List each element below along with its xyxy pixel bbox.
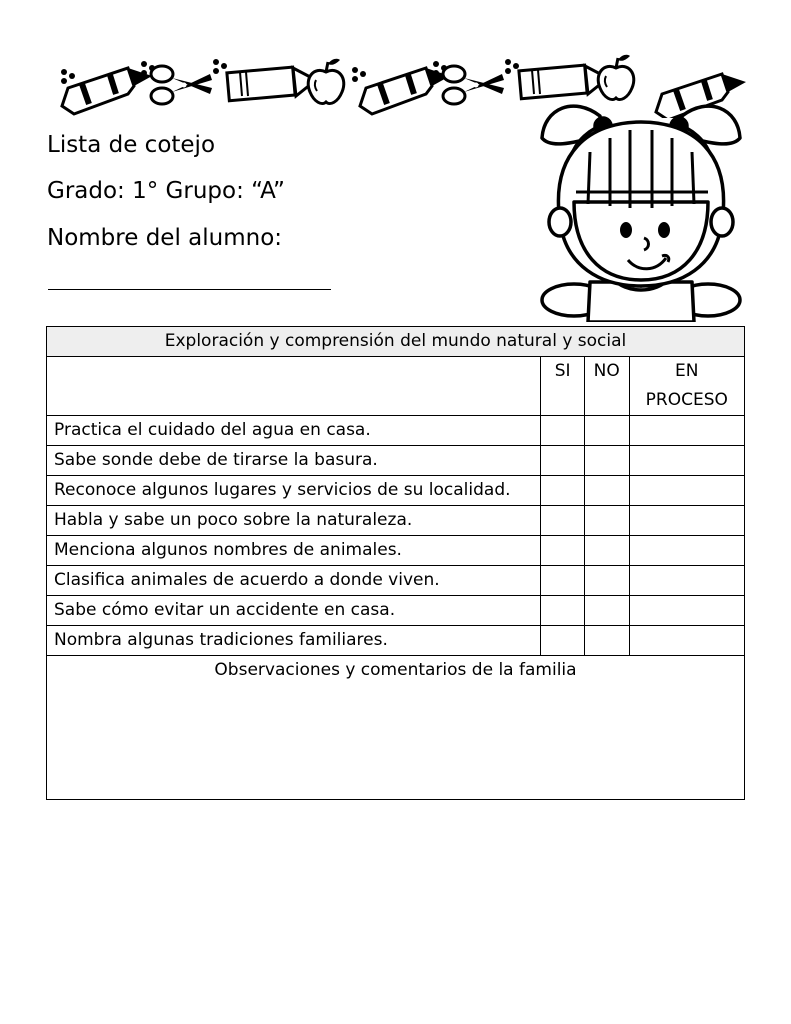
checkbox-cell-en-proceso[interactable] (629, 416, 744, 446)
criterion-label: Clasifica animales de acuerdo a donde viven. (47, 566, 541, 596)
table-row (47, 626, 745, 656)
apple-icon (308, 59, 344, 104)
criterion-label: Practica el cuidado del agua en casa. (47, 416, 541, 446)
table-row (47, 596, 745, 626)
pencil-icon (227, 67, 316, 101)
checkbox-cell-en-proceso[interactable] (629, 506, 744, 536)
checkbox-cell-no[interactable] (584, 626, 629, 656)
checkbox-cell-si[interactable] (541, 566, 585, 596)
crayon-icon (62, 68, 152, 114)
scissors-icon (443, 66, 504, 104)
table-header-row (47, 357, 745, 416)
table-row (47, 566, 745, 596)
checkbox-cell-si[interactable] (541, 536, 585, 566)
checkbox-cell-no[interactable] (584, 536, 629, 566)
checkbox-cell-no[interactable] (584, 416, 629, 446)
grade-group-line: Grado: 1° Grupo: “A” (47, 178, 285, 204)
checkbox-cell-en-proceso[interactable] (629, 476, 744, 506)
observations-box[interactable] (47, 656, 745, 800)
criterion-label: Sabe sonde debe de tirarse la basura. (47, 446, 541, 476)
checkbox-cell-en-proceso[interactable] (629, 626, 744, 656)
checklist-table (46, 326, 745, 800)
checkbox-cell-no[interactable] (584, 446, 629, 476)
column-header-en-proceso: EN PROCESO (629, 357, 744, 416)
girl-with-pigtails-icon (530, 82, 752, 322)
student-name-label: Nombre del alumno: (47, 225, 283, 251)
checkbox-cell-no[interactable] (584, 476, 629, 506)
scissors-icon (151, 66, 212, 104)
checkbox-cell-en-proceso[interactable] (629, 446, 744, 476)
table-title: Exploración y comprensión del mundo natural y social (47, 327, 745, 357)
checkbox-cell-si[interactable] (541, 506, 585, 536)
checkbox-cell-si[interactable] (541, 446, 585, 476)
table-row (47, 416, 745, 446)
table-row (47, 506, 745, 536)
column-header-no: NO (584, 357, 629, 416)
checkbox-cell-no[interactable] (584, 596, 629, 626)
criterion-label: Nombra algunas tradiciones familiares. (47, 626, 541, 656)
checkbox-cell-en-proceso[interactable] (629, 566, 744, 596)
checkbox-cell-no[interactable] (584, 506, 629, 536)
criterion-label: Reconoce algunos lugares y servicios de su localidad. (47, 476, 541, 506)
table-row (47, 476, 745, 506)
checkbox-cell-en-proceso[interactable] (629, 536, 744, 566)
checkbox-cell-si[interactable] (541, 626, 585, 656)
student-name-line (48, 289, 331, 290)
checkbox-cell-si[interactable] (541, 476, 585, 506)
observations-label: Observaciones y comentarios de la familia (214, 660, 577, 680)
table-title-row (47, 327, 745, 357)
checkbox-cell-si[interactable] (541, 416, 585, 446)
table-row (47, 536, 745, 566)
header-empty-cell (47, 357, 541, 416)
table-row (47, 446, 745, 476)
observations-row (47, 656, 745, 800)
column-header-si: SI (541, 357, 585, 416)
criterion-label: Sabe cómo evitar un accidente en casa. (47, 596, 541, 626)
page-title: Lista de cotejo (47, 132, 216, 158)
criterion-label: Menciona algunos nombres de animales. (47, 536, 541, 566)
checkbox-cell-en-proceso[interactable] (629, 596, 744, 626)
checkbox-cell-si[interactable] (541, 596, 585, 626)
checkbox-cell-no[interactable] (584, 566, 629, 596)
criterion-label: Habla y sabe un poco sobre la naturaleza. (47, 506, 541, 536)
